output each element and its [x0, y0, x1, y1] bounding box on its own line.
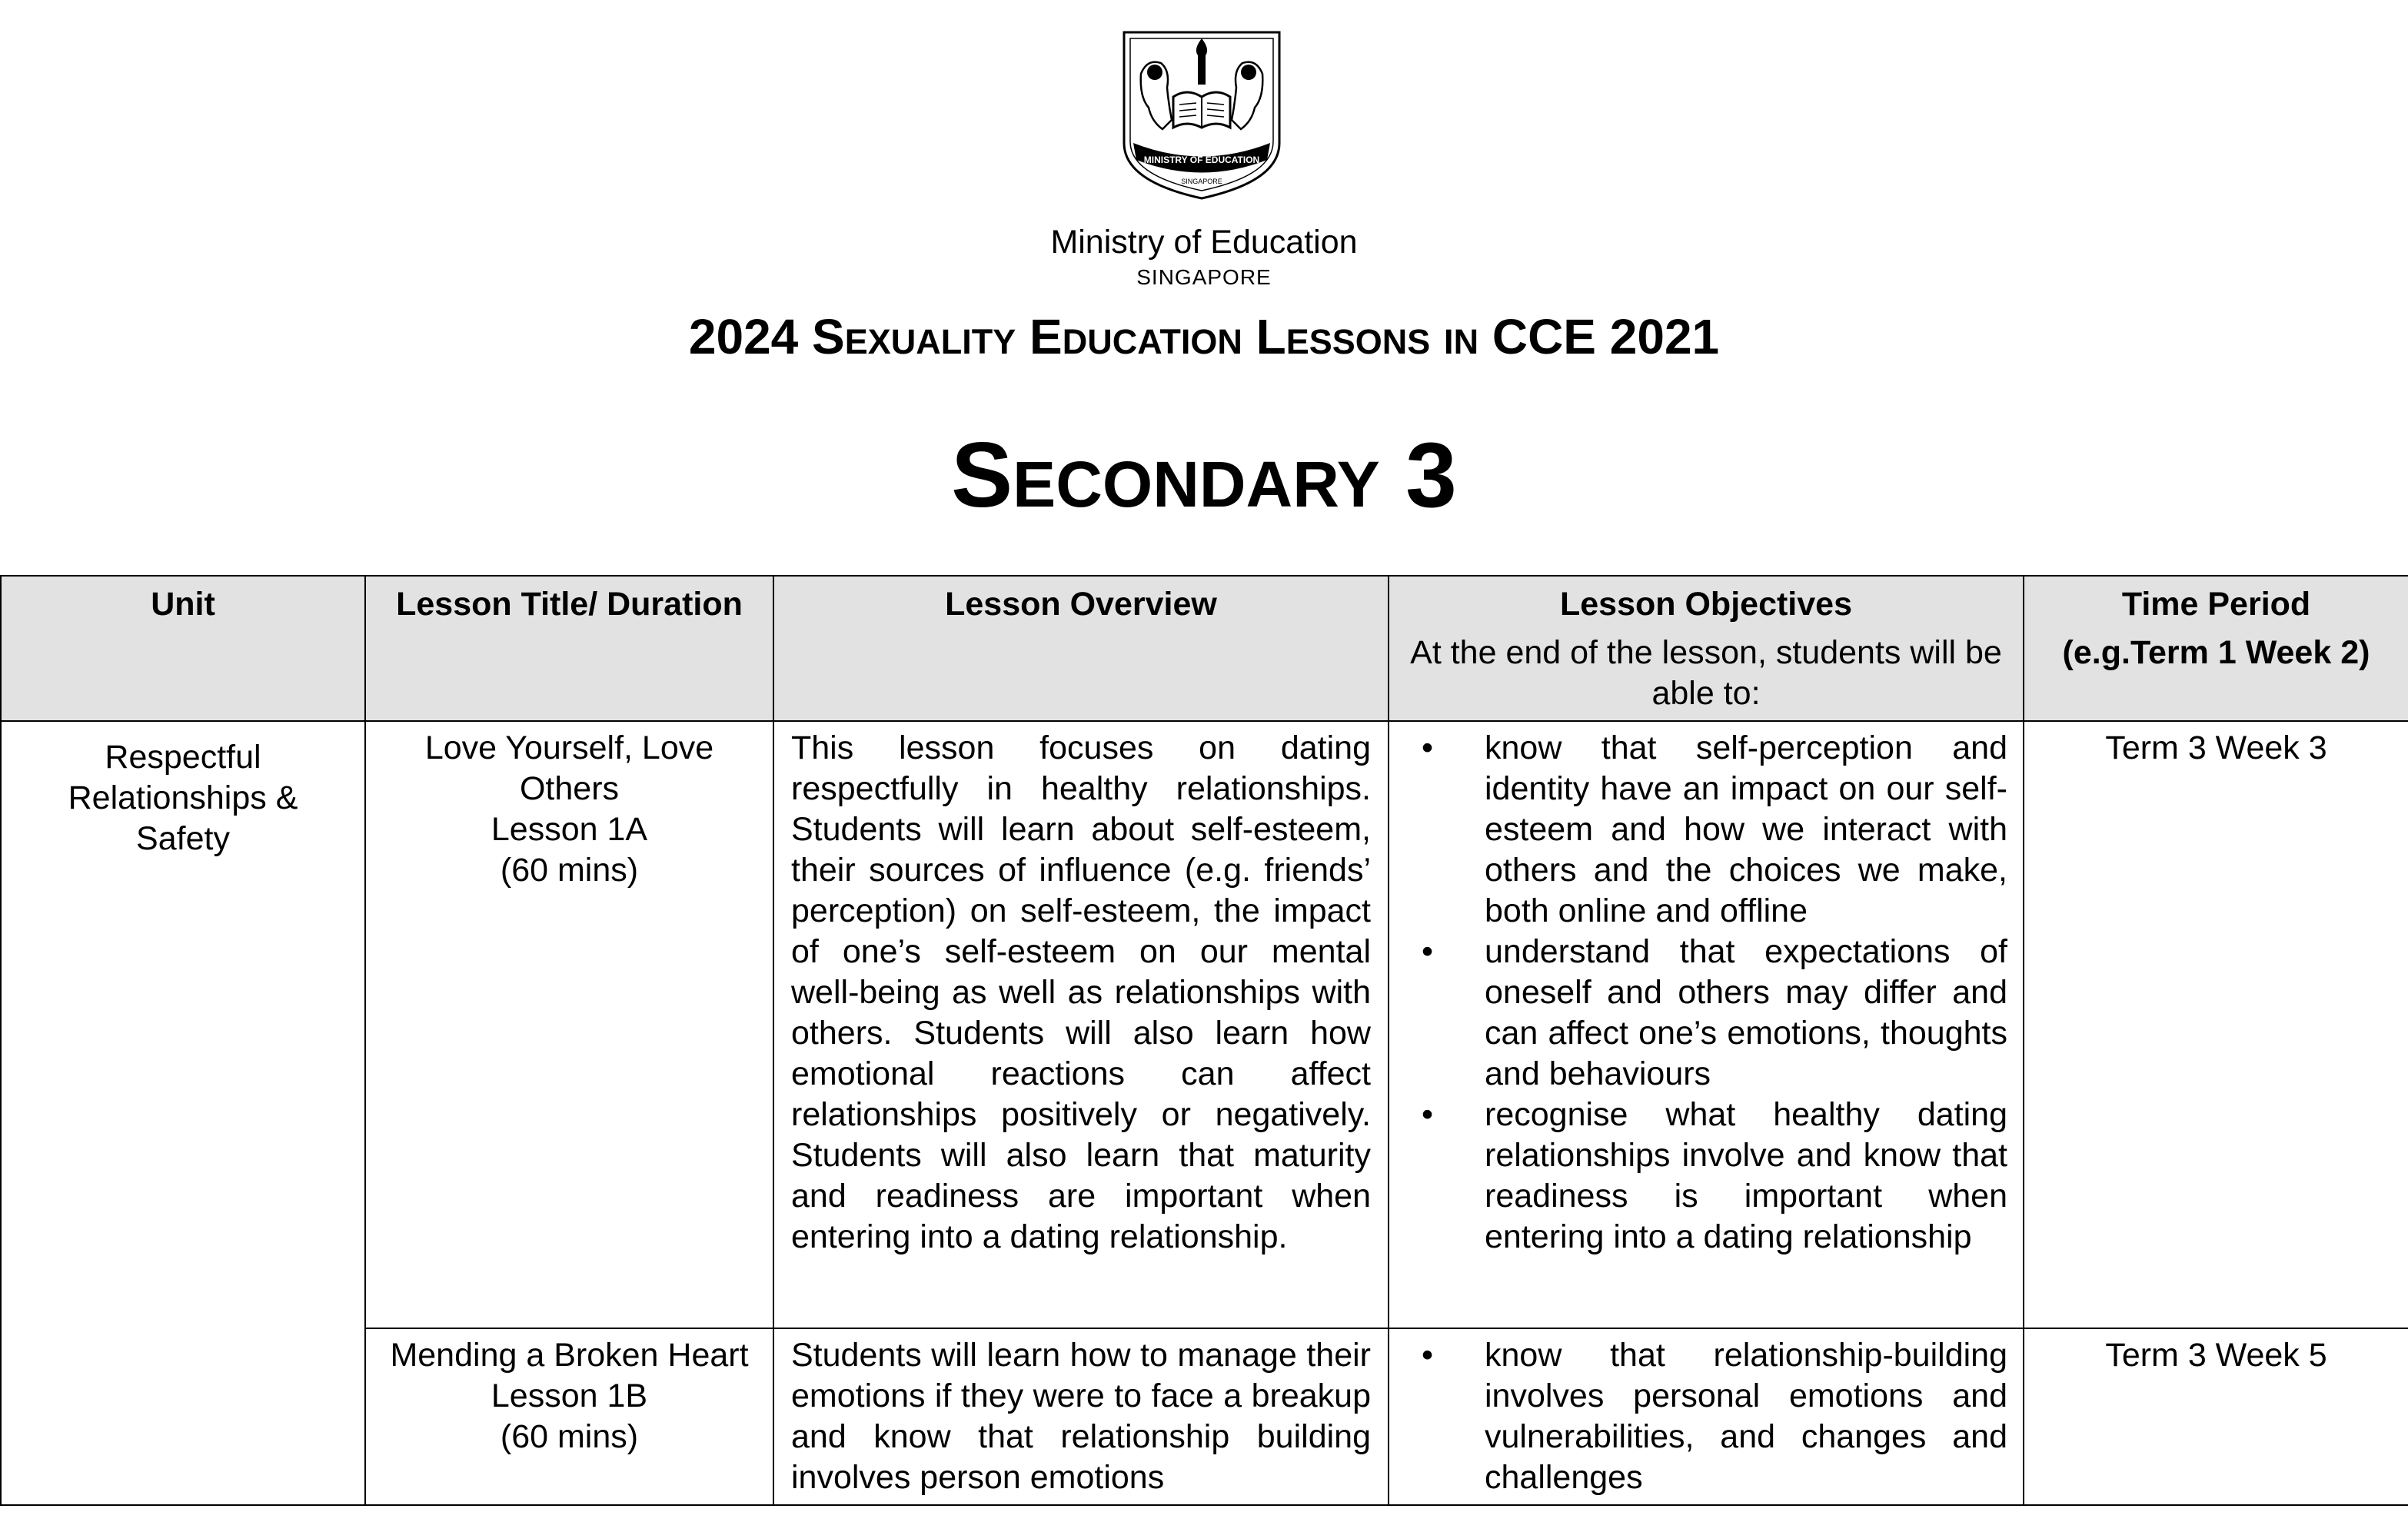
lesson-title-cell	[365, 1328, 773, 1505]
objective-text: recognise what healthy dating relationships involve and know that readiness is important when entering into a dating relationship	[1485, 1096, 2007, 1255]
document-title	[0, 306, 2408, 367]
header-overview: Lesson Overview	[773, 576, 1389, 721]
bullet-icon: •	[1422, 1096, 1434, 1133]
lesson-title: Love Yourself, Love Others	[424, 729, 714, 807]
lessons-table	[0, 575, 2408, 1506]
objective-item	[1405, 728, 2007, 932]
header-time-period-sub: (e.g.Term 1 Week 2)	[2062, 634, 2370, 671]
lesson-duration: (60 mins)	[500, 852, 639, 889]
bullet-icon: •	[1422, 1337, 1434, 1374]
table-row	[1, 721, 2408, 1328]
header-time-period-label: Time Period	[2121, 586, 2311, 623]
unit-cell: Respectful Relationships & Safety	[1, 721, 365, 1505]
header-objectives	[1389, 576, 2024, 721]
ministry-name: Ministry of Education	[1050, 224, 1358, 261]
section-title: Secondary 3	[951, 424, 1457, 527]
lesson-title-cell	[365, 721, 773, 1328]
header-lesson-title: Lesson Title/ Duration	[365, 576, 773, 721]
document-title-main: Sexuality Education Lessons in	[812, 309, 1479, 364]
objective-text: know that relationship-building involves personal emotions and vulnerabilities, and changes and challenges	[1485, 1337, 2007, 1496]
lesson-duration: (60 mins)	[500, 1418, 639, 1455]
header-time-period	[2024, 576, 2408, 721]
lesson-overview: Students will learn how to manage their emotions if they were to face a breakup and know that relationship building involves person emotions	[773, 1328, 1389, 1505]
header-objectives-label: Lesson Objectives	[1560, 586, 1852, 623]
table-header-row	[1, 576, 2408, 721]
header-unit: Unit	[1, 576, 365, 721]
time-period-cell: Term 3 Week 3	[2024, 721, 2408, 1328]
crest-ribbon-text: MINISTRY OF EDUCATION	[1143, 155, 1260, 165]
document-title-year: 2024	[688, 309, 799, 364]
bullet-icon: •	[1422, 729, 1434, 766]
objective-item	[1405, 1335, 2007, 1498]
lesson-title: Mending a Broken Heart Lesson 1B	[390, 1337, 749, 1414]
moe-crest-logo	[1118, 28, 1285, 203]
time-period-cell: Term 3 Week 5	[2024, 1328, 2408, 1505]
lesson-objectives	[1389, 1328, 2024, 1505]
lesson-objectives	[1389, 721, 2024, 1328]
crest-subtext: SINGAPORE	[1181, 178, 1222, 185]
document-title-tail: CCE 2021	[1492, 309, 1720, 364]
objective-text: understand that expectations of oneself and others may differ and can affect one’s emotions, thoughts and behaviours	[1485, 933, 2007, 1092]
objective-text: know that self-perception and identity have an impact on our self-esteem and how we interact with others and the choices we make, both online and offline	[1485, 729, 2007, 929]
header-objectives-sub: At the end of the lesson, students will be able to:	[1410, 634, 2002, 712]
lesson-number: Lesson 1A	[491, 811, 648, 848]
lesson-overview: This lesson focuses on dating respectfully in healthy relationships. Students will learn about self-esteem, their sources of influence (e.g. friends’ perception) on self-esteem, the impact of one’s self-esteem on our mental well-being as well as relationships with others. Students will also learn how emotional reactions can affect relationships positively or negatively. Students will also learn that maturity and readiness are important when entering into a dating relationship.	[773, 721, 1389, 1328]
objective-item	[1405, 932, 2007, 1095]
country-name: SINGAPORE	[1136, 265, 1272, 289]
bullet-icon: •	[1422, 933, 1434, 970]
objective-item	[1405, 1095, 2007, 1258]
